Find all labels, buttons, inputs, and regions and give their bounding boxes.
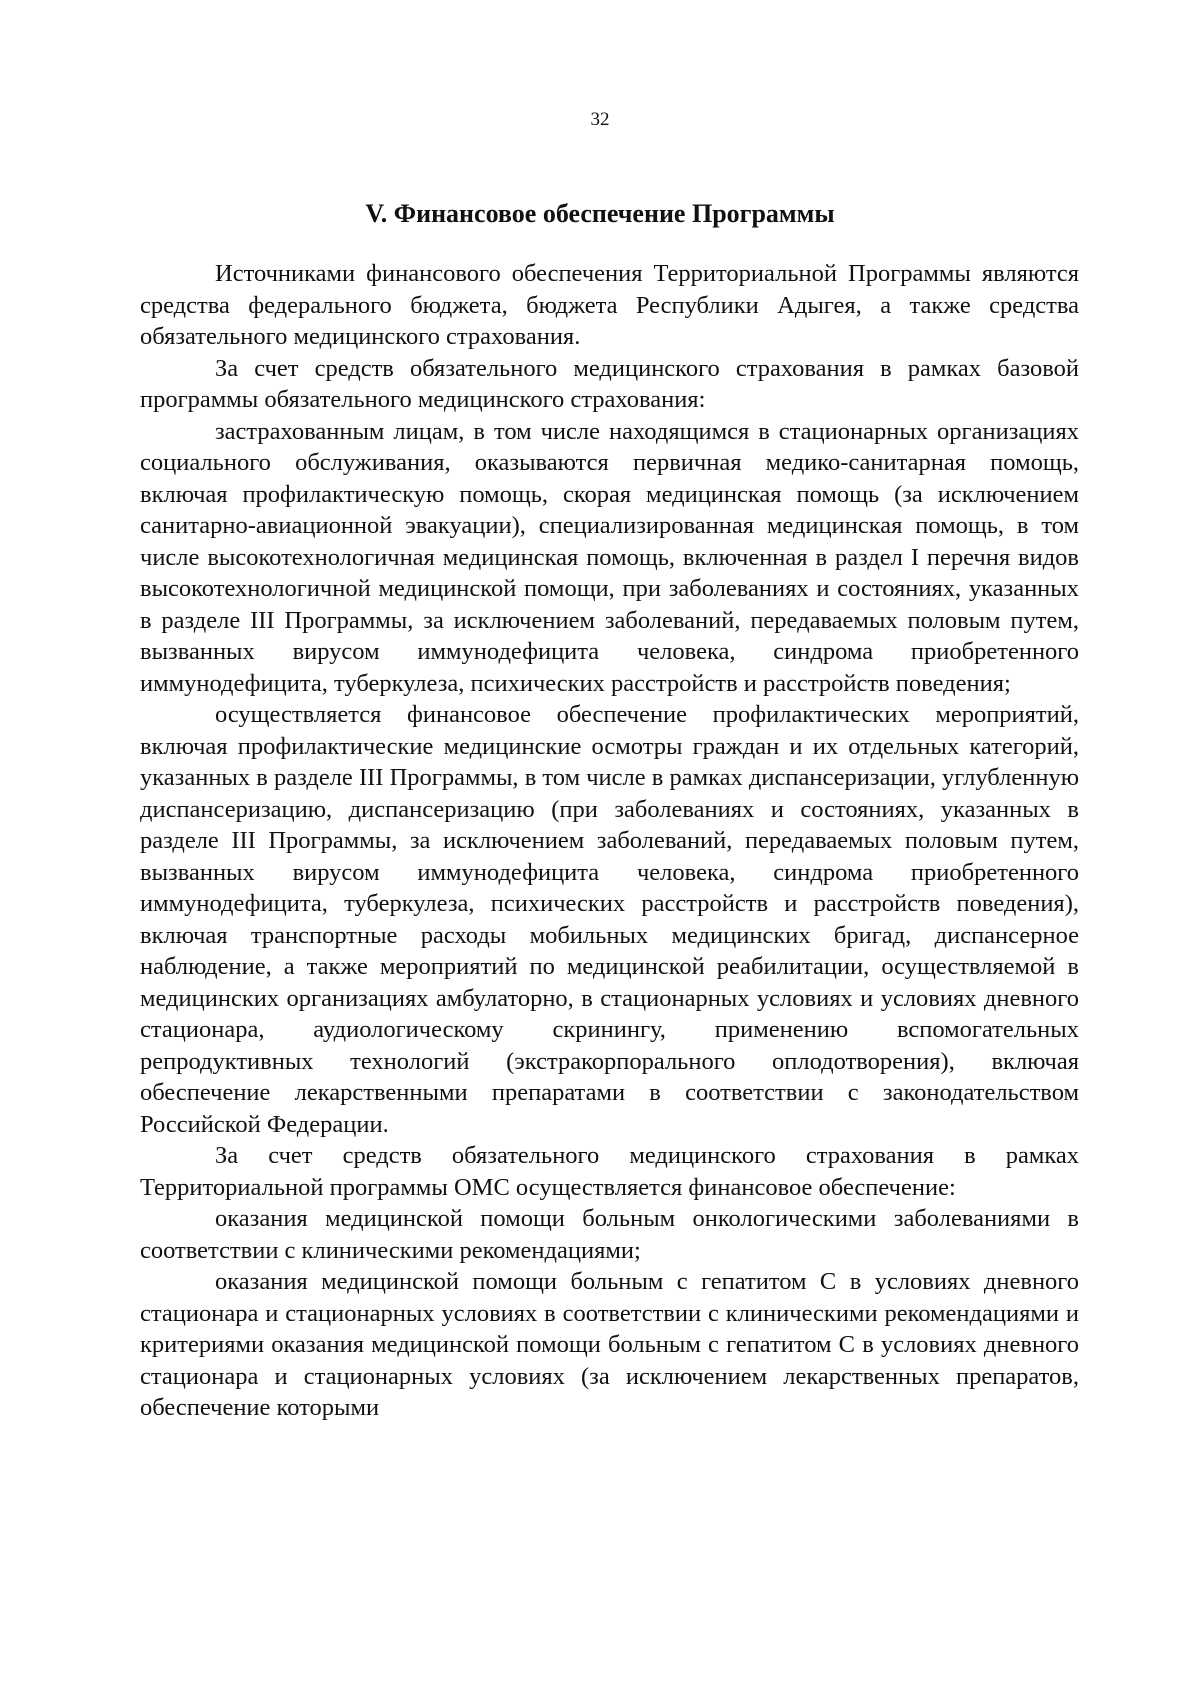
paragraph-territorial-oms-intro: За счет средств обязательного медицинского страхования в рамках Территориальной программы ОМС осуществляется финансовое обеспечение: (140, 1142, 1079, 1201)
paragraph-funding-sources: Источниками финансового обеспечения Территориальной Программы являются средства федерального бюджета, бюджета Республики Адыгея, а также средства обязательного медицинского страхования. (140, 260, 1079, 350)
section-title: V. Финансовое обеспечение Программы (365, 199, 835, 228)
paragraph-preventive-measures: осуществляется финансовое обеспечение профилактических мероприятий, включая профилактические медицинские осмотры граждан и их отдельных категорий, указанных в разделе III Программы, в том числе в рамках диспансеризации, углубленную диспансеризацию, диспансеризацию (при заболеваниях и состояниях, указанных в разделе III Программы, за исключением заболеваний, передаваемых половым путем, вызванных вирусом иммунодефицита человека, синдрома приобретенного иммунодефицита, туберкулеза, психических расстройств и расстройств поведения), включая транспортные расходы мобильных медицинских бригад, диспансерное наблюдение, а также мероприятий по медицинской реабилитации, осуществляемой в медицинских организациях амбулаторно, в стационарных условиях и условиях дневного стационара, аудиологическому скринингу, применению вспомогательных репродуктивных технологий (экстракорпорального оплодотворения), включая обеспечение лекарственными препаратами в соответствии с законодательством Российской Федерации. (140, 701, 1079, 1138)
paragraph-insured-persons-care: застрахованным лицам, в том числе находящимся в стационарных организациях социального обслуживания, оказываются первичная медико-санитарная помощь, включая профилактическую помощь, скорая медицинская помощь (за исключением санитарно-авиационной эвакуации), специализированная медицинская помощь, в том числе высокотехнологичная медицинская помощь, включенная в раздел I перечня видов высокотехнологичной медицинской помощи, при заболеваниях и состояниях, указанных в разделе III Программы, за исключением заболеваний, передаваемых половым путем, вызванных вирусом иммунодефицита человека, синдрома приобретенного иммунодефицита, туберкулеза, психических расстройств и расстройств поведения; (140, 417, 1079, 697)
paragraph-hepatitis-c-care: оказания медицинской помощи больным с гепатитом С в условиях дневного стационара и стационарных условиях в соответствии с клиническими рекомендациями и критериями оказания медицинской помощи больным с гепатитом С в условиях дневного стационара и стационарных условиях (за исключением лекарственных препаратов, обеспечение которыми (140, 1268, 1079, 1421)
page-number: 32 (590, 109, 610, 130)
body-text (140, 258, 1079, 1424)
paragraph-basic-oms-intro: За счет средств обязательного медицинского страхования в рамках базовой программы обязательного медицинского страхования: (140, 354, 1079, 413)
paragraph-oncology-care: оказания медицинской помощи больным онкологическими заболеваниями в соответствии с клиническими рекомендациями; (140, 1205, 1079, 1264)
